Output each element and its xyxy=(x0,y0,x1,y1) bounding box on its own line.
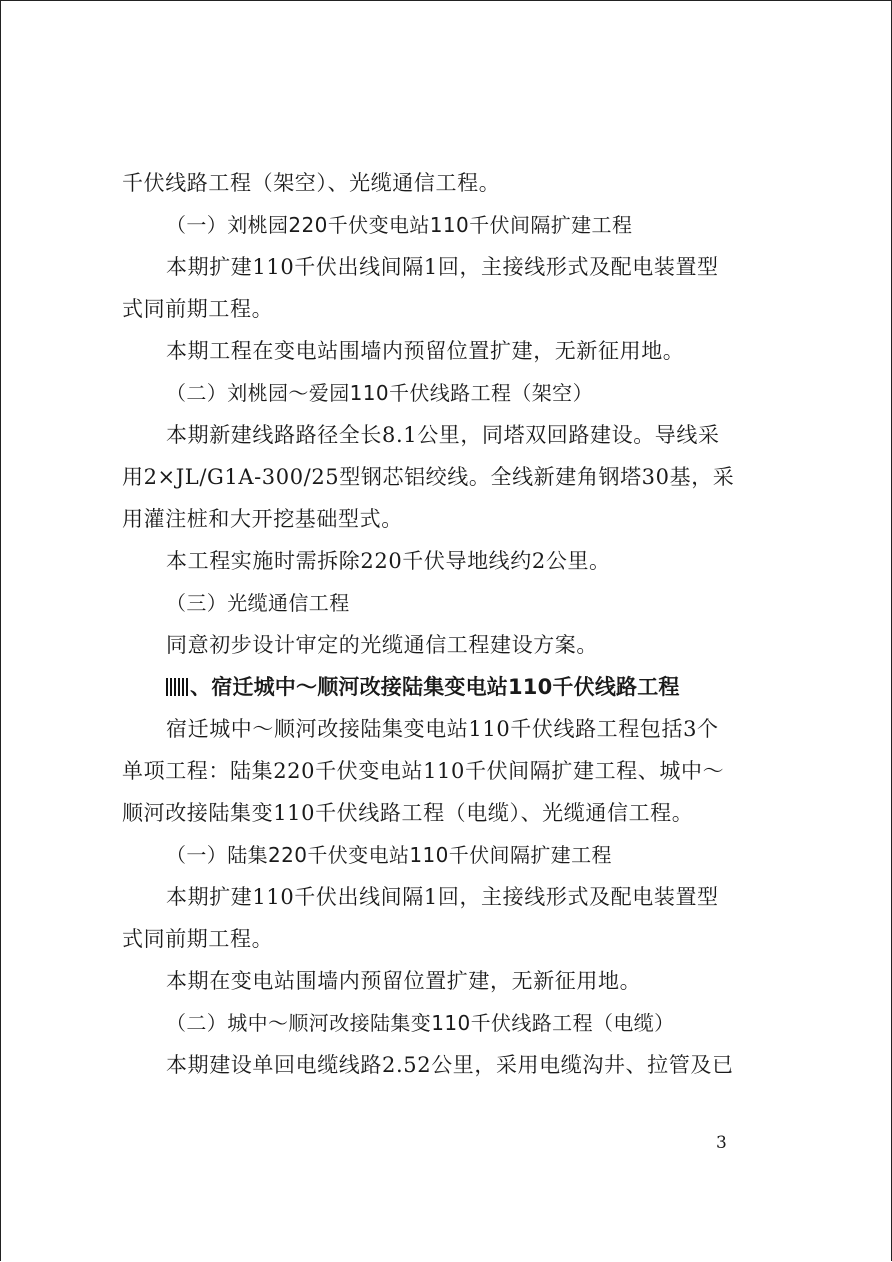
paragraph-line: 用2×JL/G1A-300/25型钢芯铝绞线。全线新建角钢塔30基，采 xyxy=(122,465,735,489)
section-heading: （三）光缆通信工程 xyxy=(166,591,350,615)
paragraph-line: 本期新建线路路径全长8.1公里，同塔双回路建设。导线采 xyxy=(166,423,720,447)
paragraph-line: 本期工程在变电站围墙内预留位置扩建，无新征用地。 xyxy=(166,339,685,363)
paragraph-line: 宿迁城中～顺河改接陆集变电站110千伏线路工程包括3个 xyxy=(166,717,719,741)
paragraph-line: 顺河改接陆集变110千伏线路工程（电缆）、光缆通信工程。 xyxy=(122,801,694,825)
chapter-heading-text: 、宿迁城中～顺河改接陆集变电站110千伏线路工程 xyxy=(190,675,680,699)
section-heading: （二）城中～顺河改接陆集变110千伏线路工程（电缆） xyxy=(166,1011,675,1035)
chapter-heading xyxy=(166,666,680,708)
paragraph-line: 式同前期工程。 xyxy=(122,297,274,321)
page-number: 3 xyxy=(716,1133,727,1153)
paragraph-line: 单项工程：陆集220千伏变电站110千伏间隔扩建工程、城中～ xyxy=(122,759,725,783)
paragraph-line: 同意初步设计审定的光缆通信工程建设方案。 xyxy=(166,633,598,657)
paragraph-line: 本期扩建110千伏出线间隔1回，主接线形式及配电装置型 xyxy=(166,255,719,279)
paragraph-line: 用灌注桩和大开挖基础型式。 xyxy=(122,507,403,531)
section-heading: （一）陆集220千伏变电站110千伏间隔扩建工程 xyxy=(166,843,612,867)
section-heading: （一）刘桃园220千伏变电站110千伏间隔扩建工程 xyxy=(166,213,633,237)
roman-numeral-icon xyxy=(166,678,188,696)
paragraph-line: 本期建设单回电缆线路2.52公里，采用电缆沟井、拉管及已 xyxy=(166,1053,734,1077)
paragraph-line: 本工程实施时需拆除220千伏导地线约2公里。 xyxy=(166,549,611,573)
paragraph-line: 本期扩建110千伏出线间隔1回，主接线形式及配电装置型 xyxy=(166,885,719,909)
paragraph-line: 本期在变电站围墙内预留位置扩建，无新征用地。 xyxy=(166,969,642,993)
section-heading: （二）刘桃园～爱园110千伏线路工程（架空） xyxy=(166,381,593,405)
paragraph-line: 式同前期工程。 xyxy=(122,927,274,951)
paragraph-line: 千伏线路工程（架空）、光缆通信工程。 xyxy=(122,171,501,195)
